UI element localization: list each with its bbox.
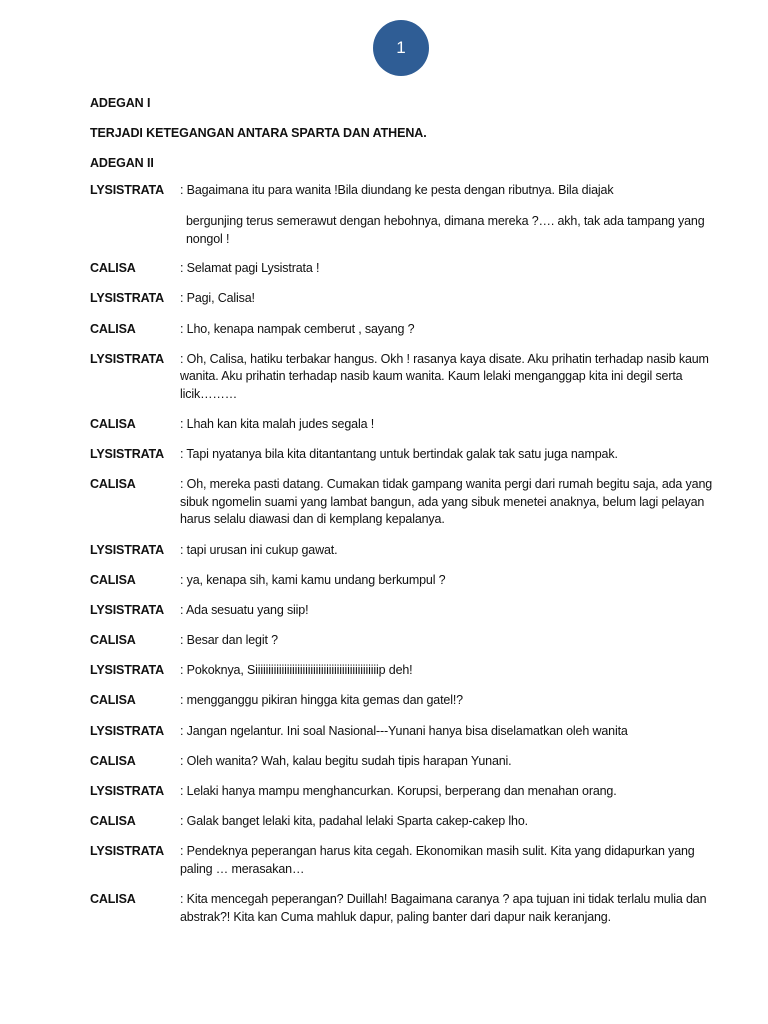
dialog-line <box>90 542 730 560</box>
dialog-text: : Bagaimana itu para wanita !Bila diundang ke pesta dengan ributnya. Bila diajak <box>180 183 614 197</box>
scene-heading-2: ADEGAN II <box>90 156 154 170</box>
speaker-name: CALISA <box>90 416 136 431</box>
dialog-text: : ya, kenapa sih, kami kamu undang berkumpul ? <box>180 572 446 587</box>
speaker-name: LYSISTRATA <box>90 183 164 197</box>
dialog-text: : Pagi, Calisa! <box>180 291 255 306</box>
dialog-continuation: bergunjing terus semerawut dengan hebohnya, dimana mereka ?…. akh, tak ada tampang yang nongol ! <box>186 214 705 246</box>
speaker-name: CALISA <box>90 321 136 336</box>
dialog-line <box>90 753 730 771</box>
dialog-text: : Oleh wanita? Wah, kalau begitu sudah tipis harapan Yunani. <box>180 753 512 768</box>
dialog-line <box>90 260 730 278</box>
dialog-line <box>90 446 730 464</box>
dialog-text: : Lelaki hanya mampu menghancurkan. Korupsi, berperang dan menahan orang. <box>180 784 617 798</box>
speaker-name: LYSISTRATA <box>90 291 164 306</box>
speaker-name: CALISA <box>90 693 136 708</box>
dialog-text: : Galak banget lelaki kita, padahal lelaki Sparta cakep-cakep lho. <box>180 814 528 829</box>
speaker-name: CALISA <box>90 633 136 648</box>
dialog-line <box>90 813 730 831</box>
dialog-text: : Besar dan legit ? <box>180 633 278 648</box>
dialog-text: : Ada sesuatu yang siip! <box>180 602 309 617</box>
dialog-line <box>90 476 730 529</box>
speaker-name: LYSISTRATA <box>90 723 164 738</box>
dialog-text: : mengganggu pikiran hingga kita gemas dan gatel!? <box>180 693 463 708</box>
dialog-line <box>90 321 730 339</box>
dialog-line <box>90 602 730 620</box>
dialog-section <box>90 182 730 939</box>
speaker-name: LYSISTRATA <box>90 602 164 617</box>
dialog-text: : Lho, kenapa nampak cemberut , sayang ? <box>180 321 415 336</box>
page-number-badge: 1 <box>373 20 429 76</box>
dialog-line <box>90 290 730 308</box>
speaker-name: CALISA <box>90 753 136 768</box>
dialog-text: : Jangan ngelantur. Ini soal Nasional---Yunani hanya bisa diselamatkan oleh wanita <box>180 723 628 738</box>
speaker-name: LYSISTRATA <box>90 542 164 557</box>
dialog-line <box>90 891 730 926</box>
speaker-name: CALISA <box>90 814 136 829</box>
dialog-line <box>90 351 730 404</box>
dialog-text: : Pokoknya, Siiiiiiiiiiiiiiiiiiiiiiiiiiiiiiiiiiiiiiiiiiiiiiip deh! <box>180 663 413 678</box>
dialog-text: : Oh, mereka pasti datang. Cumakan tidak gampang wanita pergi dari rumah begitu saja, ada yang sibuk ngomelin suami yang lambat bangun, ada yang sibuk menetei anaknya, belum lagi pelayan harus selalu diawasi dan di kemplang kepalanya. <box>180 477 713 527</box>
dialog-text: : tapi urusan ini cukup gawat. <box>180 542 338 557</box>
scene-heading-1: ADEGAN I <box>90 96 151 110</box>
dialog-text: : Selamat pagi Lysistrata ! <box>180 261 320 276</box>
dialog-line <box>90 572 730 590</box>
dialog-text: : Tapi nyatanya bila kita ditantantang untuk bertindak galak tak satu juga nampak. <box>180 447 618 462</box>
speaker-name: LYSISTRATA <box>90 447 164 462</box>
speaker-name: CALISA <box>90 477 136 492</box>
speaker-name: LYSISTRATA <box>90 844 164 859</box>
scene-description: TERJADI KETEGANGAN ANTARA SPARTA DAN ATHENA. <box>90 126 427 140</box>
dialog-line <box>90 182 730 200</box>
speaker-name: CALISA <box>90 261 136 276</box>
dialog-line <box>90 783 730 801</box>
speaker-name: LYSISTRATA <box>90 351 164 366</box>
dialog-text: : Oh, Calisa, hatiku terbakar hangus. Okh ! rasanya kaya disate. Aku prihatin terhadap nasib kaum wanita. Aku prihatin terhadap nasib kaum wanita. Kaum lelaki menganggap kita ini degil serta licik……… <box>180 351 709 401</box>
dialog-line <box>90 632 730 650</box>
dialog-line <box>90 416 730 434</box>
speaker-name: LYSISTRATA <box>90 663 164 678</box>
dialog-line <box>90 723 730 741</box>
speaker-name: CALISA <box>90 572 136 587</box>
dialog-line <box>90 662 730 680</box>
dialog-line <box>90 692 730 710</box>
speaker-name: CALISA <box>90 892 136 907</box>
dialog-line <box>90 843 730 878</box>
dialog-text: : Pendeknya peperangan harus kita cegah. Ekonomikan masih sulit. Kita yang didapurkan yang paling … merasakan… <box>180 844 695 876</box>
dialog-text: : Kita mencegah peperangan? Duillah! Bagaimana caranya ? apa tujuan ini tidak terlalu mulia dan abstrak?! Kita kan Cuma mahluk dapur, paling banter dari dapur naik keranjang. <box>180 892 707 924</box>
dialog-text: : Lhah kan kita malah judes segala ! <box>180 416 375 431</box>
speaker-name: LYSISTRATA <box>90 784 164 798</box>
